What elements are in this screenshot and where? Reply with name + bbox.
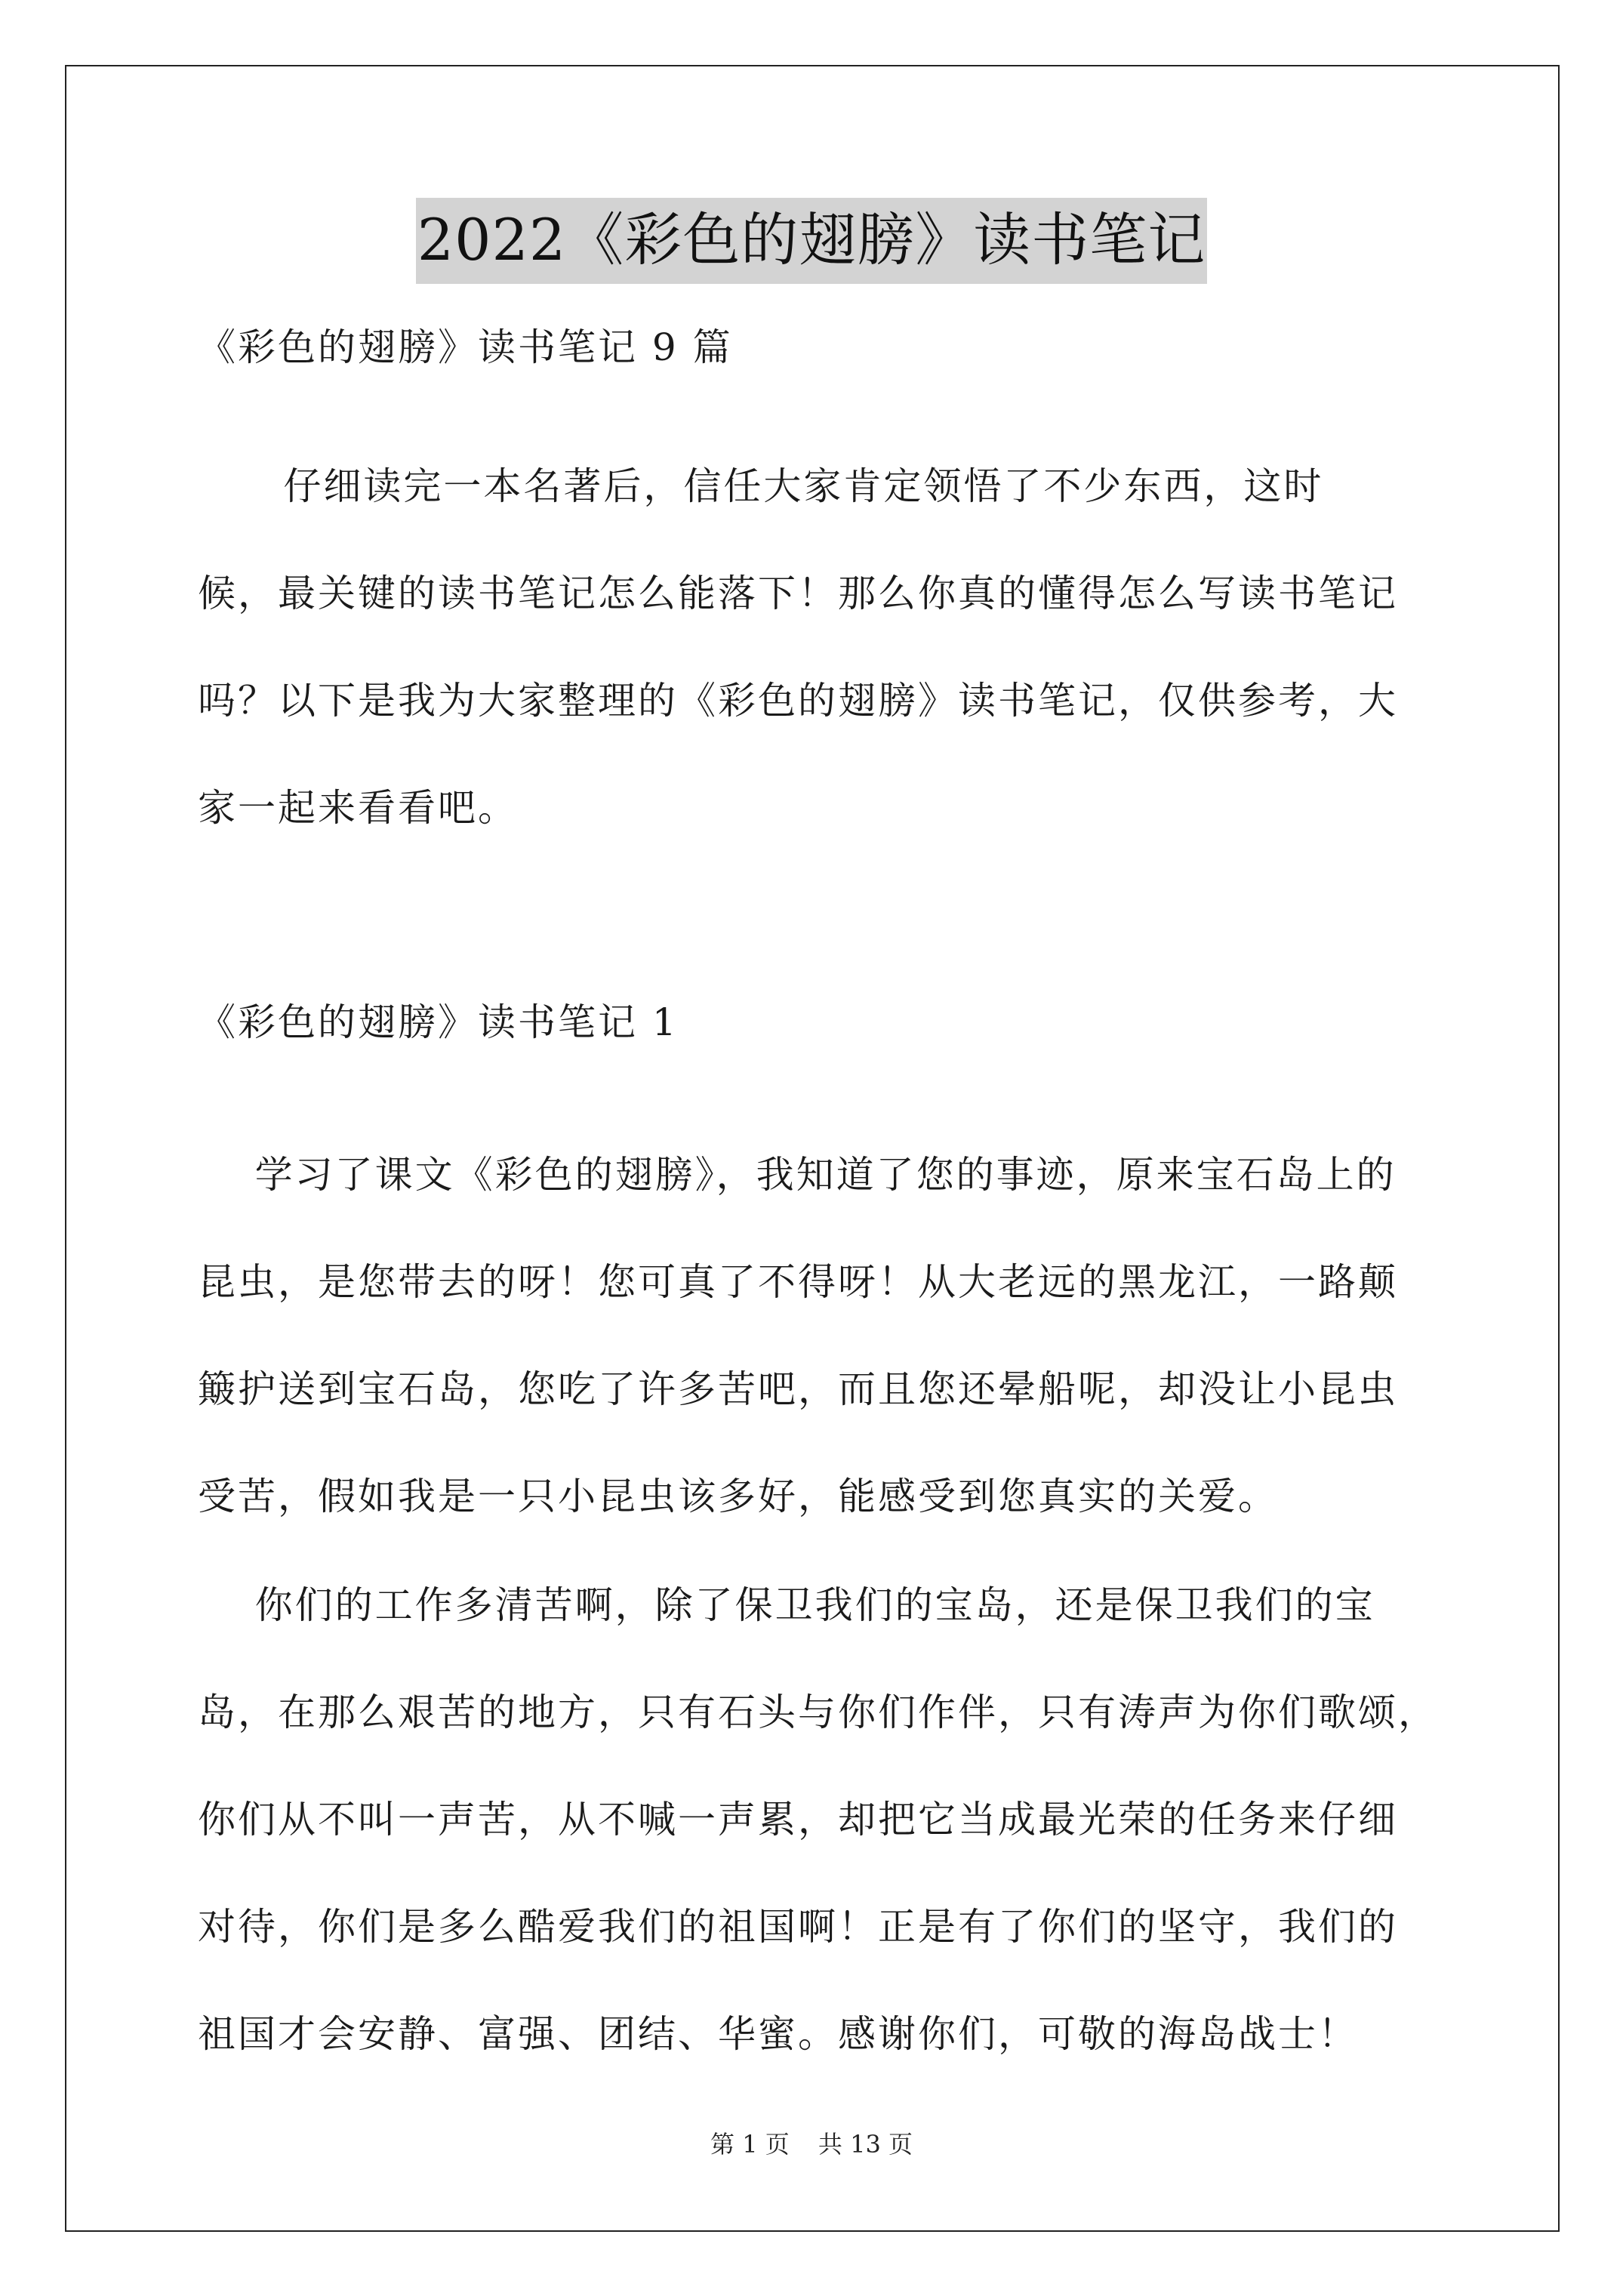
intro-line: 仔细读完一本名著后，信任大家肯定领悟了不少东西，这时 [198,464,1324,508]
section-1-heading: 《彩色的翅膀》读书笔记 1 [198,1000,679,1044]
paragraph-line: 受苦，假如我是一只小昆虫该多好，能感受到您真实的关爱。 [198,1475,1278,1518]
intro-line: 家一起来看看吧。 [198,786,518,830]
section-1-paragraph-1 [198,1148,1428,1576]
intro-paragraph [198,459,1428,888]
paragraph-line: 祖国才会安静、富强、团结、华蜜。感谢你们，可敬的海岛战士！ [198,2012,1358,2056]
intro-line: 候，最关键的读书笔记怎么能落下！那么你真的懂得怎么写读书笔记 [198,572,1398,615]
paragraph-line: 簸护送到宝石岛，您吃了许多苦吧，而且您还晕船呢，却没让小昆虫 [198,1367,1398,1411]
paragraph-line: 你们从不叫一声苦，从不喊一声累，却把它当成最光荣的任务来仔细 [198,1798,1398,1841]
paragraph-line: 学习了课文《彩色的翅膀》，我知道了您的事迹，原来宝石岛上的 [198,1153,1397,1197]
document-title: 2022《彩色的翅膀》读书笔记 [416,198,1207,284]
paragraph-line: 岛，在那么艰苦的地方，只有石头与你们作伴，只有涛声为你们歌颂， [198,1690,1438,1734]
paragraph-line: 昆虫，是您带去的呀！您可真了不得呀！从大老远的黑龙江，一路颠 [198,1260,1398,1304]
page-footer [0,2129,1623,2159]
title-container [0,198,1623,284]
section-1-paragraph-2 [198,1578,1438,2114]
page-number-current: 第 1 页 [710,2130,790,2159]
paragraph-line: 你们的工作多清苦啊，除了保卫我们的宝岛，还是保卫我们的宝 [198,1583,1375,1627]
document-subtitle: 《彩色的翅膀》读书笔记 9 篇 [198,325,733,369]
intro-line: 吗？以下是我为大家整理的《彩色的翅膀》读书笔记，仅供参考，大 [198,679,1398,723]
paragraph-line: 对待，你们是多么酷爱我们的祖国啊！正是有了你们的坚守，我们的 [198,1905,1398,1949]
page-number-total: 共 13 页 [818,2130,913,2159]
